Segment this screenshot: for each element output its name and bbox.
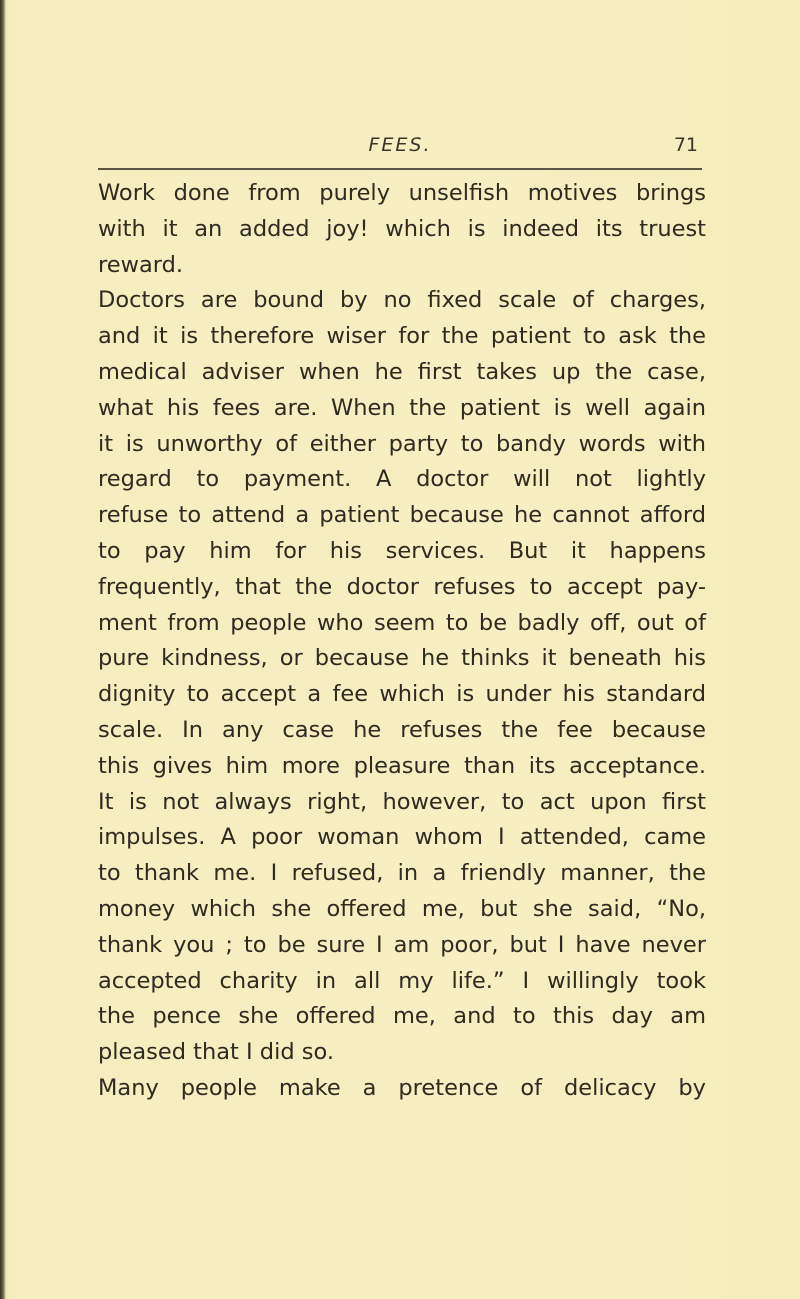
text-line: money which she offered me, but she said, “No, <box>98 895 706 922</box>
text-line: to pay him for his services. But it happens <box>98 537 706 564</box>
text-line: the pence she offered me, and to this day am <box>98 1003 706 1030</box>
text-line: Doctors are bound by no fixed scale of charges, <box>98 287 706 314</box>
text-line: this gives him more pleasure than its acceptance. <box>98 752 706 779</box>
text-line: with it an added joy! which is indeed its truest <box>98 215 706 242</box>
text-line: pure kindness, or because he thinks it beneath his <box>98 645 706 672</box>
body-text <box>98 176 706 1107</box>
page-number: 71 <box>673 134 698 156</box>
text-line: it is unworthy of either party to bandy words with <box>98 430 706 457</box>
text-line: and it is therefore wiser for the patient to ask the <box>98 323 706 350</box>
text-line: Many people make a pretence of delicacy by <box>98 1074 706 1101</box>
text-line: refuse to attend a patient because he cannot afford <box>98 502 706 529</box>
header-rule <box>98 168 702 170</box>
text-line: thank you ; to be sure I am poor, but I have never <box>98 931 706 958</box>
text-line: accepted charity in all my life.” I willingly took <box>98 967 706 994</box>
text-line: regard to payment. A doctor will not lightly <box>98 466 706 493</box>
text-line: reward. <box>98 251 184 278</box>
page-header <box>98 130 702 170</box>
text-line: scale. In any case he refuses the fee because <box>98 716 706 743</box>
text-line: Work done from purely unselfish motives brings <box>98 180 706 206</box>
text-line: pleased that I did so. <box>98 1039 335 1066</box>
text-line: ment from people who seem to be badly off, out of <box>98 609 706 636</box>
text-line: medical adviser when he first takes up the case, <box>98 358 706 385</box>
text-line: It is not always right, however, to act upon first <box>98 788 706 815</box>
text-line: what his fees are. When the patient is well again <box>98 394 706 421</box>
text-line: impulses. A poor woman whom I attended, came <box>98 824 706 851</box>
text-line: to thank me. I refused, in a friendly manner, the <box>98 860 706 887</box>
running-head: FEES. <box>368 134 432 156</box>
text-line: dignity to accept a fee which is under his standard <box>98 681 706 708</box>
text-line: frequently, that the doctor refuses to accept pay- <box>98 573 706 600</box>
binding-edge <box>0 0 6 1299</box>
